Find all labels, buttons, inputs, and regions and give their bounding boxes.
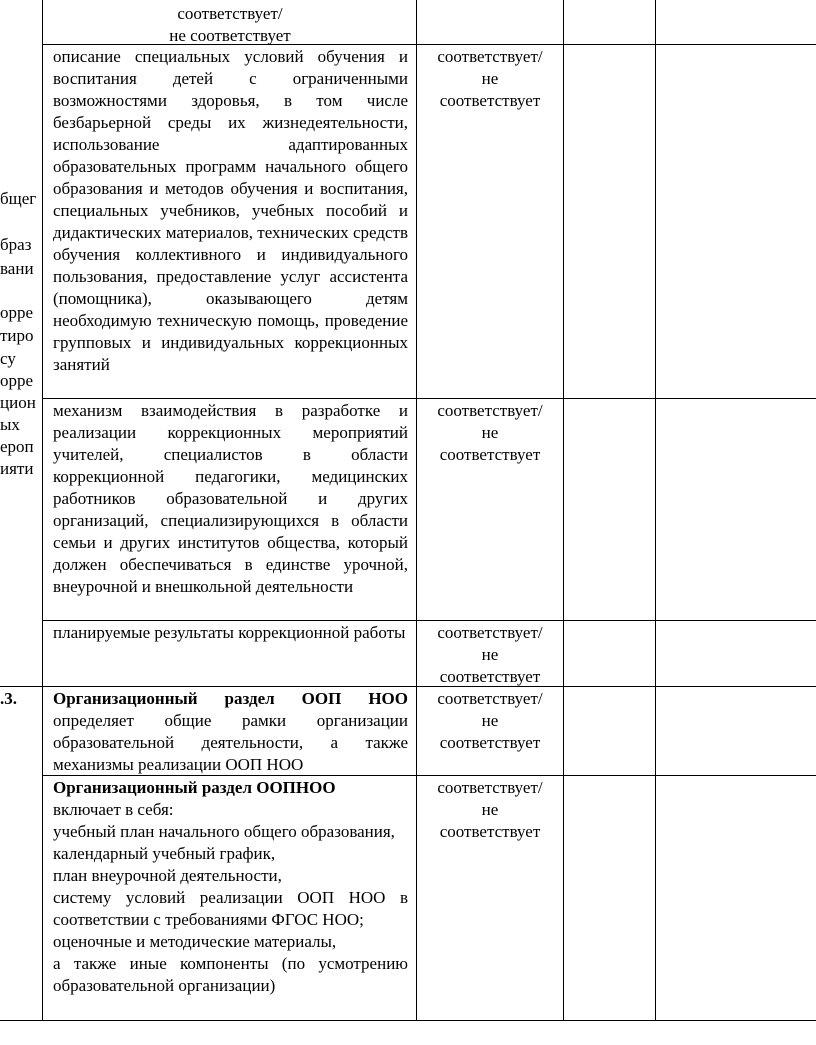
criterion-text: соответствует/ не соответствует xyxy=(437,778,543,841)
list-item: календарный учебный график, xyxy=(53,844,276,863)
table-row-border xyxy=(42,620,816,621)
requirement-text: определяет общие рамки организации образовательной деятельности, а также механизмы реализации ООП НОО xyxy=(53,711,408,774)
section-number: .3. xyxy=(0,689,17,708)
left-fragment: су xyxy=(0,349,16,368)
criterion-text: соответствует/ не соответствует xyxy=(437,401,543,464)
left-fragment: бщег xyxy=(0,189,37,208)
table-row-border xyxy=(42,398,816,399)
requirement-text: планируемые результаты коррекционной работы xyxy=(53,623,406,642)
left-fragment: цион xyxy=(0,393,36,412)
left-fragment: тиро xyxy=(0,326,34,345)
list-item: оценочные и методические материалы, xyxy=(53,932,337,951)
list-item: систему условий реализации ООП НОО в соответствии с требованиями ФГОС НОО; xyxy=(53,888,408,929)
table-row-border xyxy=(0,1020,816,1021)
requirement-heading: Организационный раздел ООП НОО xyxy=(53,689,408,708)
requirement-cell xyxy=(53,688,408,776)
table-border-right-col xyxy=(655,0,656,1020)
requirement-cell xyxy=(53,777,408,997)
left-fragment: браз xyxy=(0,235,32,254)
list-item: учебный план начального общего образования, xyxy=(53,822,395,841)
left-column-cut-text xyxy=(0,0,42,686)
left-fragment: вани xyxy=(0,259,34,278)
table-border-left-col xyxy=(42,0,43,1020)
criterion-text: соответствует/ не соответствует xyxy=(169,4,291,45)
left-fragment: орре xyxy=(0,303,34,322)
table-row-border xyxy=(0,686,816,687)
requirement-heading: Организационный раздел ООПНОО xyxy=(53,778,336,797)
left-fragment: ероп xyxy=(0,437,34,456)
criterion-text: соответствует/ не соответствует xyxy=(437,689,543,752)
left-fragment: орре xyxy=(0,371,34,390)
left-fragment: ых xyxy=(0,415,20,434)
criterion-text: соответствует/ не соответствует xyxy=(437,47,543,110)
requirement-text: механизм взаимодействия в разработке и реализации коррекционных мероприятий учителей, специалистов в области коррекционной педагогики, медицинских работников образовательной и других организаций, специализирующихся в области семьи и других институтов общества, который должен обеспечиваться в единстве урочной, внеурочной и внешкольной деятельности xyxy=(53,401,408,596)
table-border-status-col xyxy=(563,0,564,1020)
list-item: план внеурочной деятельности, xyxy=(53,866,282,885)
list-item: а также иные компоненты (по усмотрению образовательной организации) xyxy=(53,954,408,995)
requirement-text: включает в себя: xyxy=(53,800,174,819)
left-fragment: ияти xyxy=(0,459,34,478)
requirement-text: описание специальных условий обучения и воспитания детей с ограниченными возможностями здоровья, в том числе безбарьерной среды их жизнедеятельности, использование адаптированных образовательных программ начального общего образования и методов обучения и воспитания, специальных учебников, учебных пособий и дидактических материалов, технических средств обучения коллективного и индивидуального пользования, предоставление услуг ассистента (помощника), оказывающего детям необходимую техническую помощь, проведение групповых и индивидуальных коррекционных занятий xyxy=(53,47,408,374)
table-border-text-col xyxy=(416,0,417,1020)
criterion-text: соответствует/ не соответствует xyxy=(437,623,543,686)
